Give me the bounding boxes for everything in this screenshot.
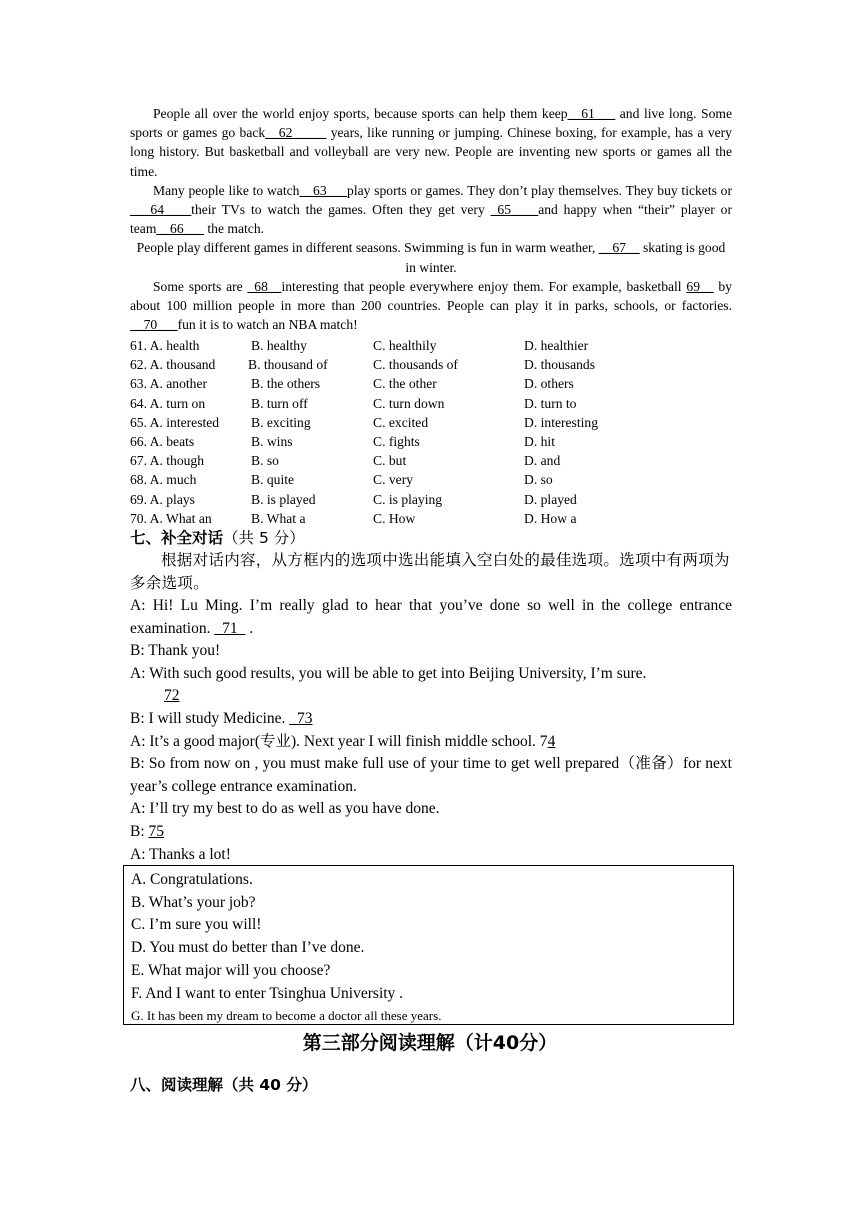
section-score-note: （共 5 分） bbox=[223, 529, 305, 547]
option-c: C. very bbox=[373, 472, 414, 488]
dialog-line-75 bbox=[130, 821, 732, 844]
passage-paragraph-2 bbox=[130, 181, 732, 239]
choice-c: C. I’m sure you will! bbox=[131, 916, 262, 934]
option-d: D. How a bbox=[524, 510, 577, 526]
choice-a: A. Congratulations. bbox=[131, 871, 253, 888]
option-b: B. thousand of bbox=[248, 357, 328, 373]
option-d: D. thousands bbox=[524, 357, 595, 373]
option-row bbox=[130, 355, 750, 374]
blank-62: __62_____ bbox=[265, 125, 327, 141]
passage-paragraph-4 bbox=[130, 277, 732, 335]
option-row bbox=[130, 336, 750, 355]
option-b: B. What a bbox=[251, 510, 306, 526]
blank-71: _71_ bbox=[214, 619, 246, 637]
dialog-line-74 bbox=[130, 731, 732, 754]
blank-68: _68__ bbox=[247, 278, 282, 294]
passage-text: the match. bbox=[204, 221, 265, 237]
option-c: C. fights bbox=[373, 433, 420, 449]
passage-text: Many people like to watch bbox=[153, 182, 300, 198]
option-d: D. hit bbox=[524, 433, 555, 449]
passage-text: play sports or games. They don’t play themselves. They buy tickets or bbox=[347, 182, 732, 198]
section-7-title bbox=[130, 527, 732, 549]
cloze-options bbox=[130, 336, 750, 528]
option-c: C. is playing bbox=[373, 491, 443, 507]
option-row bbox=[130, 374, 750, 393]
option-b: B. so bbox=[251, 453, 279, 469]
section-8-title: 八、阅读理解（共 40 分） bbox=[130, 1076, 318, 1094]
option-b: B. turn off bbox=[251, 395, 308, 411]
option-a: 65. A. interested bbox=[130, 414, 220, 430]
option-b: B. quite bbox=[251, 472, 295, 488]
blank-63: __63___ bbox=[299, 182, 348, 198]
option-a: 67. A. though bbox=[130, 453, 205, 469]
option-b: B. is played bbox=[251, 491, 316, 507]
option-row bbox=[130, 470, 750, 489]
dialog-text: B: bbox=[130, 822, 149, 840]
option-d: D. healthier bbox=[524, 338, 589, 353]
choice-b: B. What’s your job? bbox=[131, 893, 256, 911]
dialog-text: A: With such good results, you will be able to get into Beijing University, I’m sure. bbox=[130, 664, 647, 682]
option-d: D. others bbox=[524, 376, 574, 392]
blank-75: 75 bbox=[148, 822, 165, 840]
option-row bbox=[130, 509, 750, 528]
option-d: D. played bbox=[524, 491, 577, 507]
passage-text: years, like running or jumping. Chinese boxing, for example, has a very long history. But basketball and volleyball are very new. People are inventing new sports or games all the time. bbox=[130, 125, 732, 179]
passage-paragraph-1 bbox=[130, 104, 732, 181]
dialog-text: B: I will study Medicine. bbox=[130, 709, 290, 727]
passage-text: interesting that people everywhere enjoy them. For example, basketball bbox=[281, 278, 687, 294]
blank-72-wrap bbox=[130, 685, 732, 708]
option-d: D. interesting bbox=[524, 414, 598, 430]
option-row bbox=[130, 413, 750, 432]
blank-70: __70___ bbox=[130, 317, 178, 333]
passage-text: fun it is to watch an NBA match! bbox=[177, 317, 358, 333]
option-c: C. but bbox=[373, 453, 407, 469]
part-3-title: 第三部分阅读理解（计40分） bbox=[302, 1032, 558, 1054]
option-a: 62. A. thousand bbox=[130, 357, 216, 373]
option-a: 69. A. plays bbox=[130, 491, 195, 507]
option-row bbox=[130, 394, 750, 413]
blank-73: _73 bbox=[289, 709, 313, 727]
dialog-line: B: So from now on , you must make full use of your time to get well prepared（准备）for next year’s college entrance examination. bbox=[130, 755, 732, 795]
blank-69: 69__ bbox=[686, 278, 714, 294]
section-7 bbox=[130, 527, 732, 866]
option-c: C. healthily bbox=[373, 338, 437, 353]
dialog-line-72 bbox=[130, 663, 732, 708]
option-row bbox=[130, 490, 750, 509]
blank-65: _65____ bbox=[490, 202, 539, 218]
blank-61: __61___ bbox=[567, 106, 616, 121]
dialog-line: B: Thank you! bbox=[130, 642, 221, 660]
passage-text: Some sports are bbox=[153, 278, 248, 294]
option-c: C. How bbox=[373, 510, 416, 526]
option-b: B. exciting bbox=[251, 414, 311, 430]
dialog-text: . bbox=[245, 619, 254, 637]
option-c: C. excited bbox=[373, 414, 429, 430]
dialog-line: A: I’ll try my best to do as well as you have done. bbox=[130, 800, 440, 818]
dialog-line: A: Thanks a lot! bbox=[130, 845, 231, 863]
choice-e: E. What major will you choose? bbox=[131, 961, 331, 979]
blank-66: __66___ bbox=[156, 221, 204, 237]
option-row bbox=[130, 432, 750, 451]
dialog-text: A: Hi! Lu Ming. I’m really glad to hear that you’ve done so well in the college entrance examination. bbox=[130, 597, 732, 637]
passage-paragraph-3 bbox=[130, 238, 732, 276]
option-d: D. turn to bbox=[524, 395, 577, 411]
choice-g: G. It has been my dream to become a doctor all these years. bbox=[131, 1008, 442, 1024]
blank-74: 4 bbox=[547, 732, 556, 750]
dialog-line-71 bbox=[130, 595, 732, 640]
option-b: B. wins bbox=[251, 433, 293, 449]
option-a: 68. A. much bbox=[130, 472, 197, 488]
option-a: 63. A. another bbox=[130, 376, 208, 392]
dialog-line-73 bbox=[130, 708, 732, 731]
blank-67: __67__ bbox=[598, 240, 640, 256]
option-a: 66. A. beats bbox=[130, 433, 195, 449]
blank-72: 72 bbox=[164, 687, 180, 705]
option-b: B. the others bbox=[251, 376, 321, 392]
option-b: B. healthy bbox=[251, 338, 307, 353]
passage-text: by about 100 million people in more than 200 countries. People can play it in parks, schools, or factories. bbox=[130, 278, 733, 314]
option-c: C. thousands of bbox=[373, 357, 458, 373]
dialog-text: A: It’s a good major(专业). Next year I will finish middle school. 7 bbox=[130, 732, 548, 750]
option-row bbox=[130, 451, 750, 470]
choice-d: D. You must do better than I’ve done. bbox=[131, 939, 365, 957]
passage-text: and happy when “their” player or team bbox=[130, 202, 732, 237]
choices-box bbox=[123, 865, 734, 1025]
section-7-instruction: 根据对话内容，从方框内的选项中选出能填入空白处的最佳选项。选项中有两项为多余选项。 bbox=[130, 551, 730, 592]
choice-f: F. And I want to enter Tsinghua University . bbox=[131, 984, 404, 1002]
blank-64: ___64____ bbox=[130, 202, 192, 218]
passage-text: skating is good in winter. bbox=[405, 240, 726, 275]
option-a: 64. A. turn on bbox=[130, 395, 206, 411]
option-d: D. so bbox=[524, 472, 553, 488]
option-c: C. turn down bbox=[373, 395, 445, 411]
passage-text: People play different games in different seasons. Swimming is fun in warm weather, bbox=[136, 240, 599, 256]
section-title-text: 七、补全对话 bbox=[130, 529, 224, 547]
option-c: C. the other bbox=[373, 376, 437, 392]
option-a: 61. A. health bbox=[130, 338, 200, 353]
cloze-passage bbox=[130, 104, 732, 334]
passage-text: their TVs to watch the games. Often they get very bbox=[191, 202, 491, 218]
passage-text: People all over the world enjoy sports, because sports can help them keep bbox=[153, 106, 568, 121]
passage-text: and live long. Some sports or games go back bbox=[130, 106, 732, 141]
option-a: 70. A. What an bbox=[130, 510, 212, 526]
option-d: D. and bbox=[524, 453, 561, 469]
